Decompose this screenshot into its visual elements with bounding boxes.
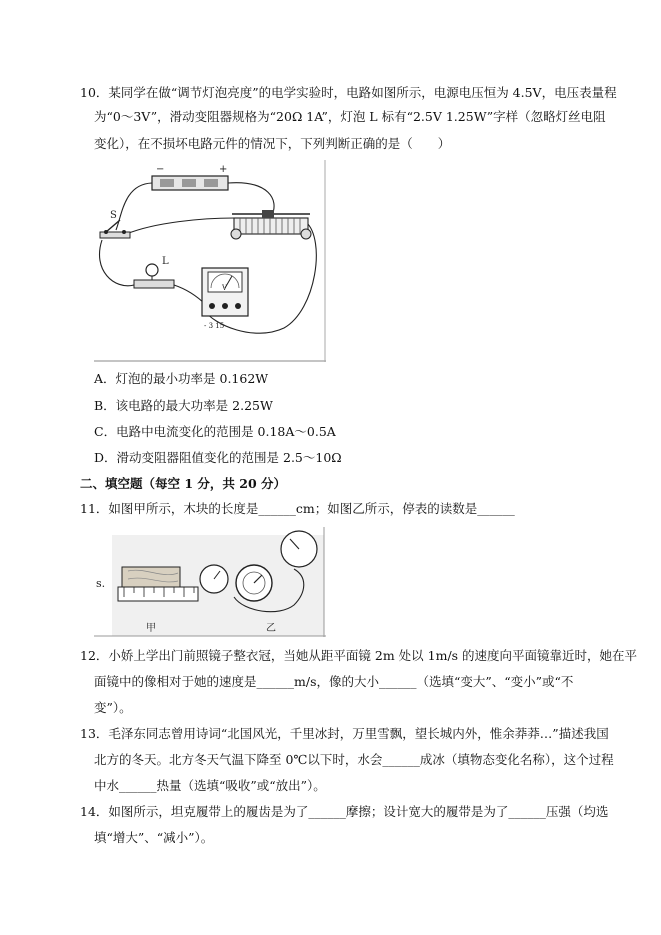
q10-option-c: C．电路中电流变化的范围是 0.18A～0.5A bbox=[94, 424, 336, 439]
voltmeter-terminal-labels: - 3 15 bbox=[204, 322, 225, 330]
switch-label: S bbox=[110, 210, 117, 221]
battery-minus-label: − bbox=[156, 164, 165, 175]
q13-line-3: 中水______热量（选填“吸收”或“放出”）。 bbox=[94, 778, 326, 793]
q12-line-3: 变”）。 bbox=[94, 700, 132, 715]
q12-line-1: 12．小娇上学出门前照镜子整衣冠，当她从距平面镜 2m 处以 1m/s 的速度向平面镜靠近时，她在平 bbox=[80, 648, 638, 663]
voltmeter-label: V bbox=[222, 284, 228, 292]
voltmeter-icon bbox=[202, 268, 248, 316]
q10-line-1: 10．某同学在做“调节灯泡亮度”的电学实验时，电路如图所示，电源电压恒为 4.5V，电压表量程 bbox=[80, 85, 617, 100]
q11-line-1: 11．如图甲所示，木块的长度是______cm；如图乙所示，停表的读数是______ bbox=[80, 501, 515, 516]
q13-line-2: 北方的冬天。北方冬天气温下降至 0℃以下时，水会______成冰（填物态变化名称），这个过程 bbox=[94, 752, 614, 767]
q10-line-3: 变化），在不损坏电路元件的情况下，下列判断正确的是（ ） bbox=[94, 136, 451, 151]
q12-line-2: 面镜中的像相对于她的速度是______m/s，像的大小______（选填“变大”、“变小”或“不 bbox=[94, 674, 574, 689]
figure-jia-label: 甲 bbox=[146, 623, 156, 634]
lamp-label: L bbox=[162, 256, 169, 267]
q10-option-a: A．灯泡的最小功率是 0.162W bbox=[94, 371, 269, 386]
wood-block-icon bbox=[122, 567, 180, 587]
q13-line-1: 13．毛泽东同志曾用诗词“北国风光，千里冰封，万里雪飘，望长城内外，惟余莽莽…”描述我国 bbox=[80, 726, 609, 741]
battery-icon bbox=[152, 176, 228, 190]
battery-plus-label: + bbox=[219, 164, 228, 175]
circuit-diagram-figure bbox=[94, 160, 326, 362]
figure-yi-label: 乙 bbox=[266, 623, 276, 634]
q10-option-d: D．滑动变阻器阻值变化的范围是 2.5～10Ω bbox=[94, 450, 342, 465]
figure-s-label: s. bbox=[96, 577, 106, 590]
ruler-icon bbox=[118, 587, 198, 601]
ruler-stopwatch-figure bbox=[94, 527, 326, 637]
q14-line-2: 填“增大”、“减小”）。 bbox=[94, 830, 214, 845]
q10-option-b: B．该电路的最大功率是 2.25W bbox=[94, 398, 273, 413]
q10-line-2: 为“0～3V”，滑动变阻器规格为“20Ω 1A”，灯泡 L 标有“2.5V 1.25W”字样（忽略灯丝电阻 bbox=[94, 109, 606, 124]
q14-line-1: 14．如图所示，坦克履带上的履齿是为了______摩擦；设计宽大的履带是为了______压强（均选 bbox=[80, 804, 609, 819]
section-2-title: 二、填空题（每空 1 分，共 20 分） bbox=[80, 476, 287, 491]
